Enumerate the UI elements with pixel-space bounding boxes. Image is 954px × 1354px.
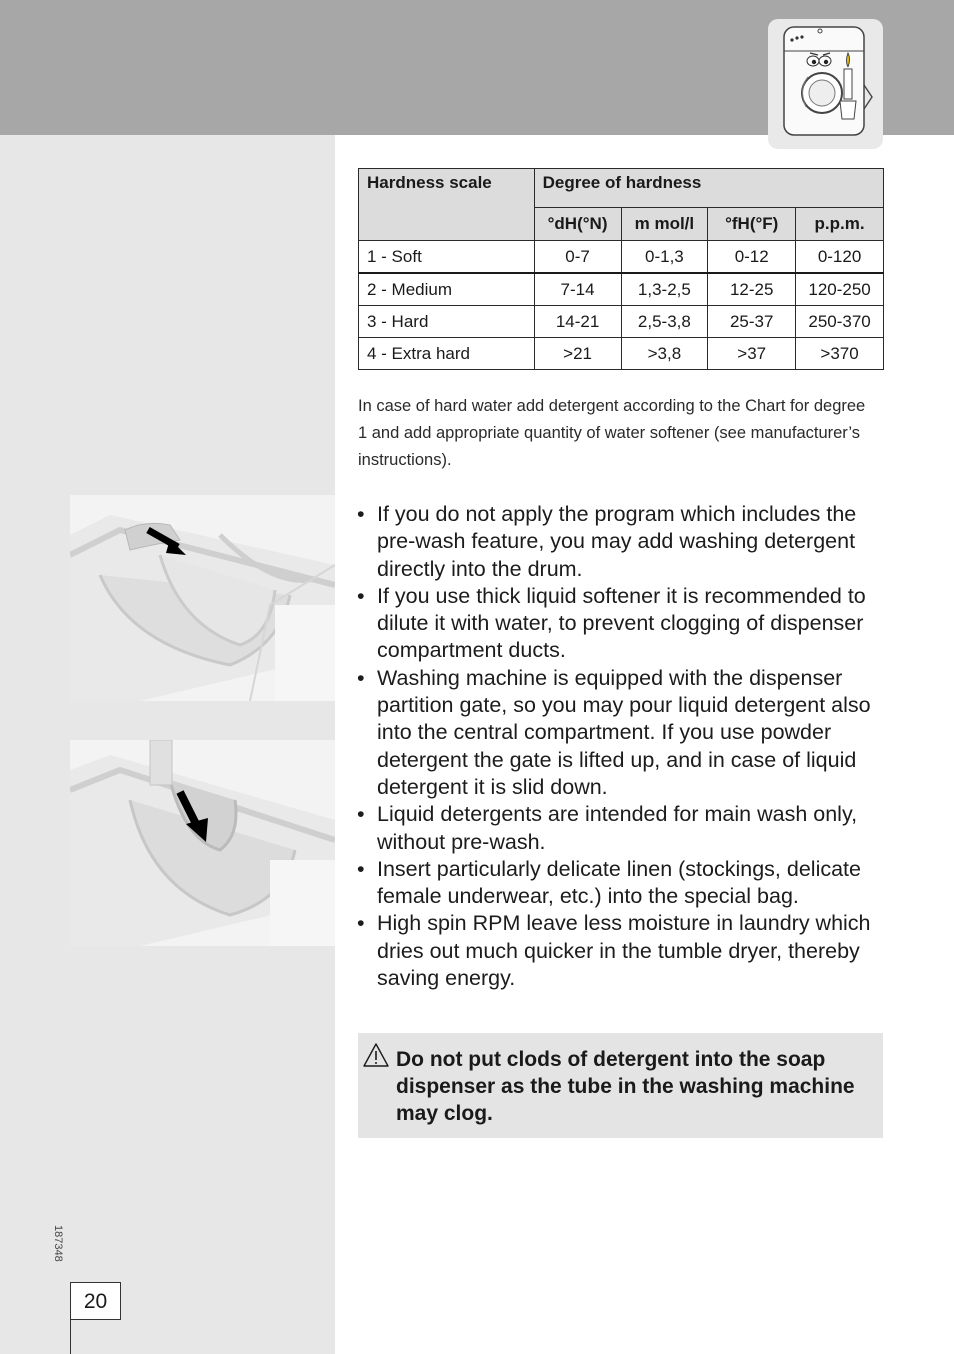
- dispenser-gate-down-photo: [70, 740, 335, 946]
- instruction-list: [357, 501, 887, 992]
- row-label: 4 - Extra hard: [359, 338, 535, 370]
- water-hardness-table: [358, 168, 884, 370]
- hard-water-note: In case of hard water add detergent according to the Chart for degree 1 and add appropriate quantity of water softener (see manufacturer’s instructions).: [358, 397, 866, 469]
- warning-box: [358, 1033, 883, 1138]
- list-item: • High spin RPM leave less moisture in laundry which dries out much quicker in the tumble dryer, thereby saving energy.: [357, 910, 887, 992]
- document-code: 187348: [52, 1225, 64, 1262]
- table-row: [359, 241, 884, 274]
- table-cell: 0-1,3: [621, 241, 708, 274]
- list-item: • Washing machine is equipped with the dispenser partition gate, so you may pour liquid detergent also into the central compartment. If you use powder detergent the gate is lifted up, and in case of liquid detergent it is slid down.: [357, 665, 887, 801]
- row-label: 3 - Hard: [359, 306, 535, 338]
- warning-text: Do not put clods of detergent into the soap dispenser as the tube in the washing machine may clog.: [396, 1048, 855, 1125]
- header-hardness-scale: Hardness scale: [359, 169, 535, 241]
- table-cell: 0-12: [708, 241, 796, 274]
- column-header: °fH(°F): [708, 208, 796, 241]
- warning-triangle-icon: [362, 1042, 390, 1073]
- table-cell: 14-21: [534, 306, 621, 338]
- column-header: p.p.m.: [796, 208, 884, 241]
- table-cell: 25-37: [708, 306, 796, 338]
- table-cell: >3,8: [621, 338, 708, 370]
- washing-machine-mascot-icon: [768, 19, 883, 149]
- column-header: °dH(°N): [534, 208, 621, 241]
- table-cell: >370: [796, 338, 884, 370]
- list-item: • If you use thick liquid softener it is recommended to dilute it with water, to prevent clogging of dispenser compartment ducts.: [357, 583, 887, 665]
- column-header: m mol/l: [621, 208, 708, 241]
- list-item: • Liquid detergents are intended for main wash only, without pre-wash.: [357, 801, 887, 856]
- table-cell: 0-120: [796, 241, 884, 274]
- table-row: [359, 273, 884, 306]
- table-cell: 12-25: [708, 273, 796, 306]
- header-degree-of-hardness: Degree of hardness: [534, 169, 883, 208]
- dispenser-gate-up-photo: [70, 495, 335, 701]
- row-label: 1 - Soft: [359, 241, 535, 274]
- table-cell: 0-7: [534, 241, 621, 274]
- page-number-rule: [70, 1319, 71, 1354]
- table-cell: >37: [708, 338, 796, 370]
- page-number: 20: [70, 1282, 121, 1320]
- table-row: [359, 338, 884, 370]
- list-item: • If you do not apply the program which includes the pre-wash feature, you may add washing detergent directly into the drum.: [357, 501, 887, 583]
- row-label: 2 - Medium: [359, 273, 535, 306]
- table-row: [359, 306, 884, 338]
- table-cell: 120-250: [796, 273, 884, 306]
- table-cell: 250-370: [796, 306, 884, 338]
- list-item: • Insert particularly delicate linen (stockings, delicate female underwear, etc.) into the special bag.: [357, 856, 887, 911]
- table-cell: 1,3-2,5: [621, 273, 708, 306]
- table-cell: >21: [534, 338, 621, 370]
- table-cell: 7-14: [534, 273, 621, 306]
- table-cell: 2,5-3,8: [621, 306, 708, 338]
